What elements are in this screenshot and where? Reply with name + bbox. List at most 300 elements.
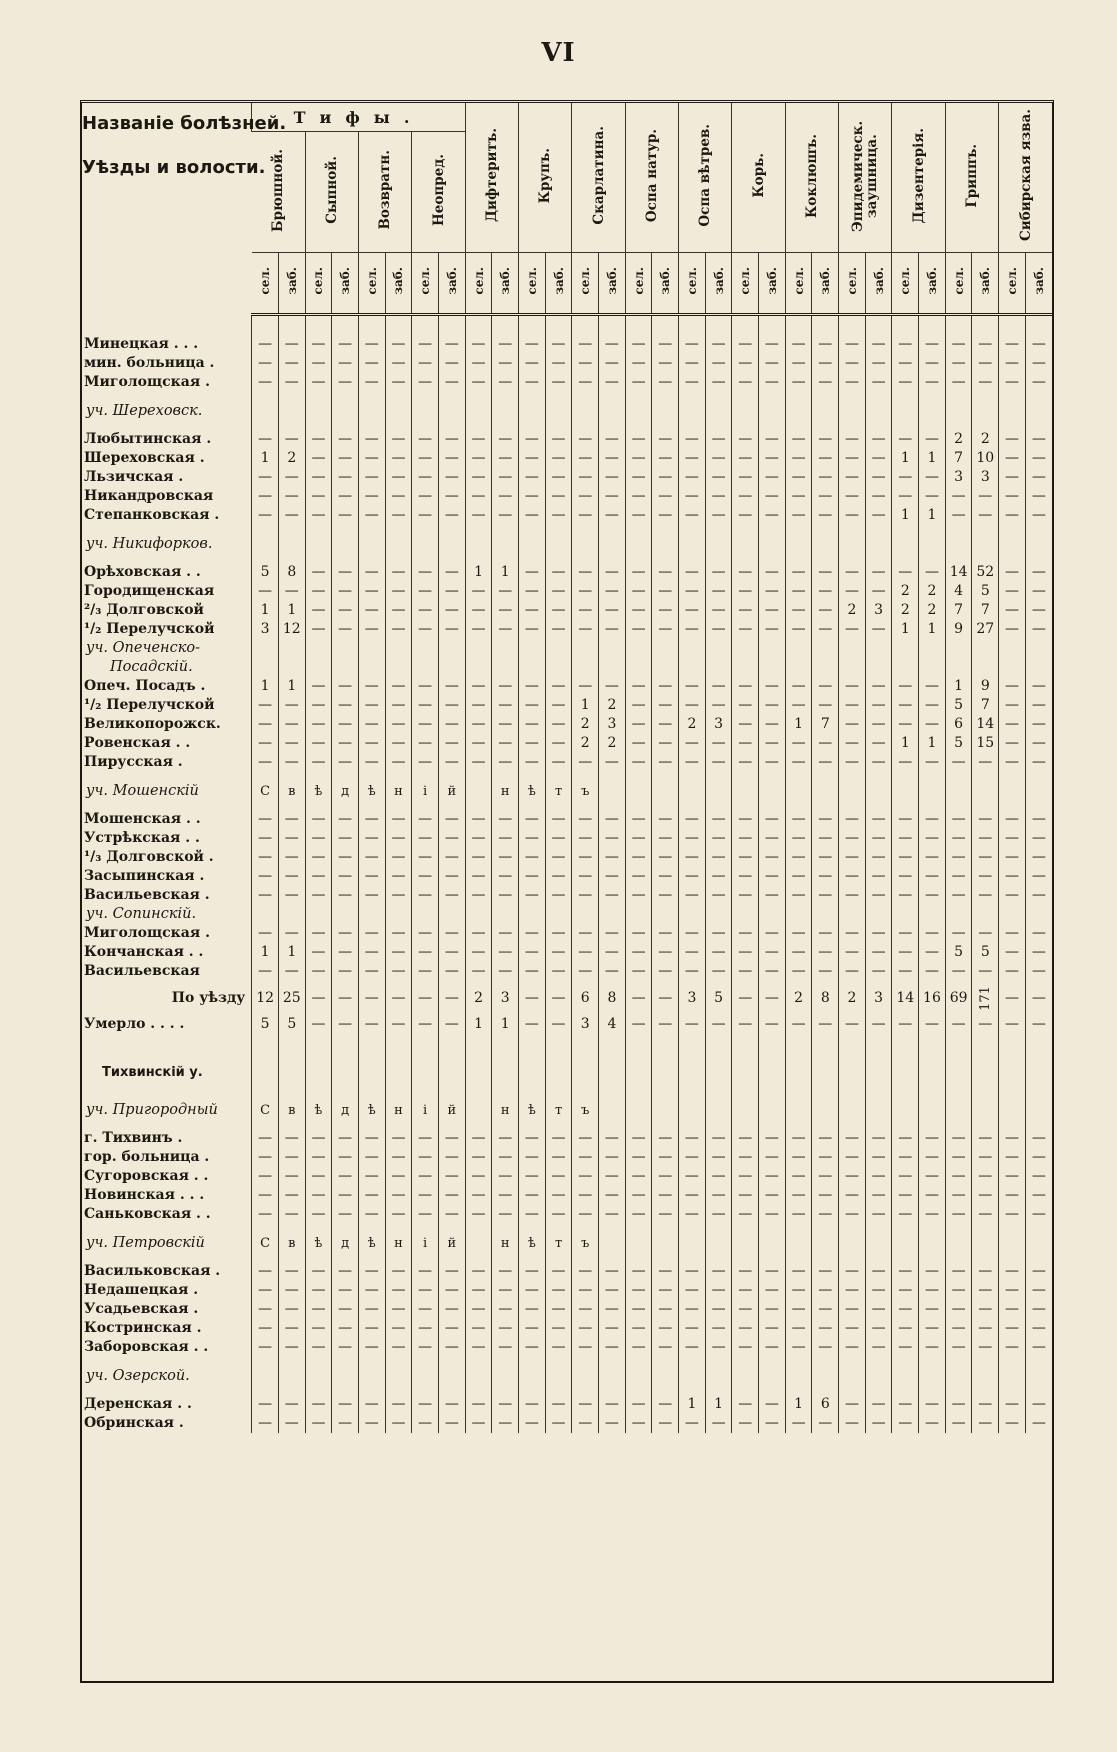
cell-value: — (305, 1129, 332, 1148)
cell-value: — (572, 620, 599, 639)
cell-value (519, 1034, 546, 1053)
table-row (82, 354, 1052, 373)
cell-value: — (438, 1414, 465, 1433)
cell-value: — (945, 962, 972, 981)
cell-value (625, 1053, 652, 1091)
cell-value: — (919, 829, 946, 848)
cell-value (919, 1034, 946, 1053)
cell-value: — (332, 1319, 359, 1338)
cell-value: — (865, 696, 892, 715)
cell-value: — (945, 1319, 972, 1338)
cell-value: 2 (572, 734, 599, 753)
cell-value (652, 1091, 679, 1129)
cell-value: — (519, 1205, 546, 1224)
cell-value (305, 1053, 332, 1091)
cell-value (839, 315, 866, 336)
cell-value: — (465, 468, 492, 487)
cell-value (438, 315, 465, 336)
header-sub-label: заб. (498, 267, 513, 295)
cell-value: — (999, 1262, 1026, 1281)
cell-value: — (865, 829, 892, 848)
cell-value: — (545, 1186, 572, 1205)
cell-value: — (865, 1015, 892, 1034)
cell-value: — (839, 1300, 866, 1319)
cell-value: — (999, 1015, 1026, 1034)
cell-value: — (412, 1129, 439, 1148)
header-disease (945, 103, 998, 253)
cell-value: — (679, 468, 706, 487)
cell-value: — (492, 1205, 519, 1224)
table-row-spacer (82, 315, 1052, 336)
cell-value: — (358, 506, 385, 525)
cell-value: н (385, 1224, 412, 1262)
page-number: VI (541, 38, 576, 68)
cell-value (599, 639, 626, 677)
cell-value: — (652, 449, 679, 468)
cell-value: — (545, 1300, 572, 1319)
cell-value: — (572, 430, 599, 449)
cell-value (545, 315, 572, 336)
cell-value (865, 1224, 892, 1262)
cell-value: 3 (492, 981, 519, 1015)
cell-value: — (705, 354, 732, 373)
cell-value: — (865, 962, 892, 981)
cell-value (785, 772, 812, 810)
header-sub-label: заб. (338, 267, 353, 295)
cell-value (839, 1091, 866, 1129)
cell-value (599, 772, 626, 810)
header-disease-label: Эпидемическ. заушница. (850, 119, 881, 232)
cell-value: — (332, 924, 359, 943)
cell-value: — (919, 430, 946, 449)
cell-value: — (812, 601, 839, 620)
cell-value: — (732, 335, 759, 354)
cell-value (972, 1034, 999, 1053)
cell-value: — (252, 1319, 279, 1338)
header-sub-label: сел. (631, 267, 646, 295)
cell-value (438, 1053, 465, 1091)
cell-value (412, 639, 439, 677)
cell-value: — (865, 810, 892, 829)
cell-value: — (465, 373, 492, 392)
cell-value (945, 315, 972, 336)
header-sel (892, 253, 919, 315)
cell-value: — (385, 734, 412, 753)
cell-value: — (679, 1262, 706, 1281)
cell-value (305, 392, 332, 430)
cell-value: — (385, 677, 412, 696)
cell-value: — (785, 601, 812, 620)
header-subtitle: Уѣзды и волости. (82, 157, 266, 178)
cell-value: — (545, 829, 572, 848)
cell-value: — (412, 924, 439, 943)
cell-value: 2 (599, 734, 626, 753)
cell-value (385, 1053, 412, 1091)
cell-value: — (625, 1129, 652, 1148)
cell-value (545, 525, 572, 563)
cell-value: — (812, 924, 839, 943)
cell-value (412, 905, 439, 924)
cell-value: — (412, 373, 439, 392)
cell-value: — (759, 1414, 786, 1433)
cell-value (332, 905, 359, 924)
cell-value: — (385, 1281, 412, 1300)
header-sel (305, 253, 332, 315)
cell-value (679, 1224, 706, 1262)
cell-value: — (492, 848, 519, 867)
cell-value: — (385, 848, 412, 867)
cell-value (332, 1357, 359, 1395)
cell-value: 1 (492, 1015, 519, 1034)
cell-value: — (412, 506, 439, 525)
cell-value: — (465, 886, 492, 905)
cell-value (865, 525, 892, 563)
cell-value (945, 392, 972, 430)
header-disease (839, 103, 892, 253)
cell-value: — (519, 582, 546, 601)
row-name (82, 810, 252, 829)
cell-value: — (545, 1148, 572, 1167)
cell-value (599, 315, 626, 336)
header-zab (972, 253, 999, 315)
cell-value: — (759, 468, 786, 487)
row-name (82, 373, 252, 392)
cell-value: 7 (972, 601, 999, 620)
cell-value: — (412, 1262, 439, 1281)
table-row (82, 1129, 1052, 1148)
cell-value: й (438, 772, 465, 810)
cell-value: — (652, 810, 679, 829)
cell-value (732, 1053, 759, 1091)
cell-value: — (438, 696, 465, 715)
row-name-text: Шереховская . (84, 450, 205, 466)
table-row (82, 430, 1052, 449)
cell-value: — (1025, 1300, 1052, 1319)
row-name-text: Новинская . . . (84, 1187, 205, 1203)
header-zab (385, 253, 412, 315)
cell-value: — (545, 620, 572, 639)
cell-value: — (252, 1414, 279, 1433)
cell-value: — (892, 1262, 919, 1281)
cell-value: — (759, 696, 786, 715)
row-name (82, 1034, 252, 1053)
cell-value: — (865, 1129, 892, 1148)
cell-value: — (839, 715, 866, 734)
cell-value (305, 525, 332, 563)
table-row (82, 335, 1052, 354)
cell-value: — (919, 715, 946, 734)
cell-value: — (652, 886, 679, 905)
cell-value: — (278, 715, 305, 734)
cell-value (332, 525, 359, 563)
cell-value: — (438, 962, 465, 981)
cell-value: — (438, 354, 465, 373)
cell-value (812, 392, 839, 430)
cell-value: — (679, 563, 706, 582)
cell-value: — (599, 1167, 626, 1186)
header-sub-label: сел. (311, 267, 326, 295)
cell-value: — (412, 582, 439, 601)
cell-value (305, 1034, 332, 1053)
cell-value: н (385, 1091, 412, 1129)
cell-value: — (438, 981, 465, 1015)
cell-value (679, 905, 706, 924)
cell-value (999, 1034, 1026, 1053)
cell-value: — (892, 1395, 919, 1414)
cell-value: — (652, 1319, 679, 1338)
cell-value: — (732, 582, 759, 601)
cell-value: н (492, 772, 519, 810)
cell-value: — (812, 962, 839, 981)
header-sub-label: сел. (471, 267, 486, 295)
cell-value: — (358, 1414, 385, 1433)
cell-value: — (332, 430, 359, 449)
cell-value: — (412, 677, 439, 696)
table-row (82, 1395, 1052, 1414)
cell-value: — (492, 373, 519, 392)
cell-value (358, 315, 385, 336)
cell-value: — (972, 1186, 999, 1205)
row-name-text: Тихвинскій у. (102, 1064, 203, 1080)
cell-value (865, 772, 892, 810)
cell-value: — (1025, 1129, 1052, 1148)
cell-value: — (785, 677, 812, 696)
cell-value: — (732, 487, 759, 506)
cell-value: — (865, 886, 892, 905)
cell-value: — (785, 487, 812, 506)
cell-value: — (839, 1129, 866, 1148)
cell-value (839, 525, 866, 563)
cell-value: — (705, 449, 732, 468)
cell-value: — (892, 810, 919, 829)
cell-value: — (625, 1281, 652, 1300)
row-name-text: Устрѣкская . . (84, 830, 200, 846)
cell-value: — (652, 1414, 679, 1433)
header-zab (1025, 253, 1052, 315)
cell-value: 1 (919, 506, 946, 525)
cell-value: — (412, 1167, 439, 1186)
cell-value: — (358, 1319, 385, 1338)
cell-value (972, 981, 999, 1015)
header-zab (438, 253, 465, 315)
cell-value: — (839, 1205, 866, 1224)
cell-value: — (919, 886, 946, 905)
cell-value: — (492, 734, 519, 753)
cell-value: — (839, 1395, 866, 1414)
header-sel (572, 253, 599, 315)
cell-value: — (1025, 1395, 1052, 1414)
cell-value: — (438, 886, 465, 905)
cell-value: — (679, 582, 706, 601)
cell-value: ъ (572, 1224, 599, 1262)
row-name-text: Васильевская (84, 963, 200, 979)
cell-value: — (599, 1338, 626, 1357)
cell-value (652, 1053, 679, 1091)
cell-value (785, 905, 812, 924)
cell-value: — (865, 848, 892, 867)
cell-value: — (625, 943, 652, 962)
row-name-text: Васильевская . (84, 887, 210, 903)
cell-value: — (465, 582, 492, 601)
cell-value: — (412, 620, 439, 639)
table-header (82, 103, 1052, 315)
table-row-spacer (82, 1034, 1052, 1053)
cell-value: — (919, 563, 946, 582)
cell-value (599, 1091, 626, 1129)
cell-value: — (892, 1338, 919, 1357)
table-row (82, 487, 1052, 506)
cell-value: — (332, 1167, 359, 1186)
header-disease (465, 103, 518, 253)
cell-value: — (305, 487, 332, 506)
cell-value (785, 1053, 812, 1091)
cell-value (732, 1091, 759, 1129)
cell-value: 14 (972, 715, 999, 734)
cell-value: — (759, 1300, 786, 1319)
cell-value: — (252, 1129, 279, 1148)
cell-value: — (332, 487, 359, 506)
cell-value: 1 (278, 943, 305, 962)
cell-value: — (865, 1338, 892, 1357)
cell-value: — (572, 1281, 599, 1300)
cell-value: 2 (679, 715, 706, 734)
cell-value: — (278, 753, 305, 772)
cell-value: — (839, 487, 866, 506)
header-disease-label: Сыпной. (323, 156, 340, 224)
cell-value: — (305, 1319, 332, 1338)
cell-value: — (625, 506, 652, 525)
table-row-section (82, 392, 1052, 430)
cell-value (972, 772, 999, 810)
cell-value: — (999, 981, 1026, 1015)
cell-value: — (572, 1205, 599, 1224)
table-row (82, 468, 1052, 487)
cell-value: 27 (972, 620, 999, 639)
cell-value: — (358, 1148, 385, 1167)
cell-value (759, 525, 786, 563)
cell-value: — (945, 829, 972, 848)
cell-value: і (412, 1091, 439, 1129)
cell-value: — (732, 1281, 759, 1300)
cell-value: — (492, 1300, 519, 1319)
header-sub-label: заб. (764, 267, 779, 295)
cell-value: — (759, 829, 786, 848)
cell-value: — (865, 449, 892, 468)
cell-value (865, 1357, 892, 1395)
cell-value (972, 392, 999, 430)
header-sub-label: сел. (1004, 267, 1019, 295)
table-row (82, 1205, 1052, 1224)
cell-value: — (972, 335, 999, 354)
cell-value: — (278, 468, 305, 487)
cell-value: 1 (278, 601, 305, 620)
cell-value: — (599, 373, 626, 392)
cell-value: 5 (972, 943, 999, 962)
cell-value (785, 1034, 812, 1053)
cell-value: — (545, 715, 572, 734)
cell-value (972, 1224, 999, 1262)
cell-value (999, 905, 1026, 924)
cell-value: — (972, 810, 999, 829)
cell-value: — (732, 1129, 759, 1148)
cell-value: — (385, 1167, 412, 1186)
cell-value: — (332, 373, 359, 392)
row-name (82, 677, 252, 696)
cell-value: 1 (252, 449, 279, 468)
cell-value: — (332, 677, 359, 696)
cell-value (865, 905, 892, 924)
cell-value: — (625, 563, 652, 582)
cell-value: — (465, 734, 492, 753)
header-sel (465, 253, 492, 315)
cell-value: — (919, 867, 946, 886)
cell-value: — (519, 1395, 546, 1414)
cell-value: — (625, 1262, 652, 1281)
cell-value: — (412, 1186, 439, 1205)
cell-value: — (385, 1300, 412, 1319)
cell-value: — (599, 1395, 626, 1414)
cell-value: — (972, 829, 999, 848)
cell-value (865, 639, 892, 677)
cell-value (519, 1357, 546, 1395)
cell-value: — (785, 373, 812, 392)
cell-value (545, 1053, 572, 1091)
cell-value: — (305, 1205, 332, 1224)
cell-value (519, 525, 546, 563)
cell-value: — (972, 848, 999, 867)
cell-value: — (332, 1015, 359, 1034)
cell-value: 2 (599, 696, 626, 715)
cell-value (492, 1357, 519, 1395)
cell-value: — (865, 753, 892, 772)
cell-value: — (278, 1148, 305, 1167)
cell-value: — (465, 1148, 492, 1167)
cell-value: — (705, 335, 732, 354)
cell-value: — (519, 487, 546, 506)
cell-value: — (519, 1148, 546, 1167)
cell-value (839, 1224, 866, 1262)
header-disease-label: Гриппъ. (963, 143, 980, 208)
cell-value: — (572, 468, 599, 487)
cell-value: — (679, 335, 706, 354)
cell-value: — (732, 981, 759, 1015)
cell-value: — (465, 1300, 492, 1319)
cell-value: — (492, 1186, 519, 1205)
cell-value: — (412, 867, 439, 886)
cell-value (972, 1053, 999, 1091)
cell-value: — (599, 1281, 626, 1300)
cell-value: — (759, 354, 786, 373)
cell-value: — (572, 1414, 599, 1433)
cell-value: — (785, 1167, 812, 1186)
cell-value: — (358, 620, 385, 639)
row-name (82, 1281, 252, 1300)
cell-value (785, 639, 812, 677)
cell-value (919, 525, 946, 563)
cell-value: — (278, 1205, 305, 1224)
cell-value: — (625, 734, 652, 753)
table-row (82, 1186, 1052, 1205)
cell-value: — (599, 487, 626, 506)
cell-value (945, 639, 972, 677)
cell-value: — (732, 753, 759, 772)
cell-value: — (625, 601, 652, 620)
row-name (82, 772, 252, 810)
cell-value: — (438, 943, 465, 962)
cell-value: в (278, 1091, 305, 1129)
cell-value: 2 (919, 582, 946, 601)
cell-value: — (599, 1300, 626, 1319)
